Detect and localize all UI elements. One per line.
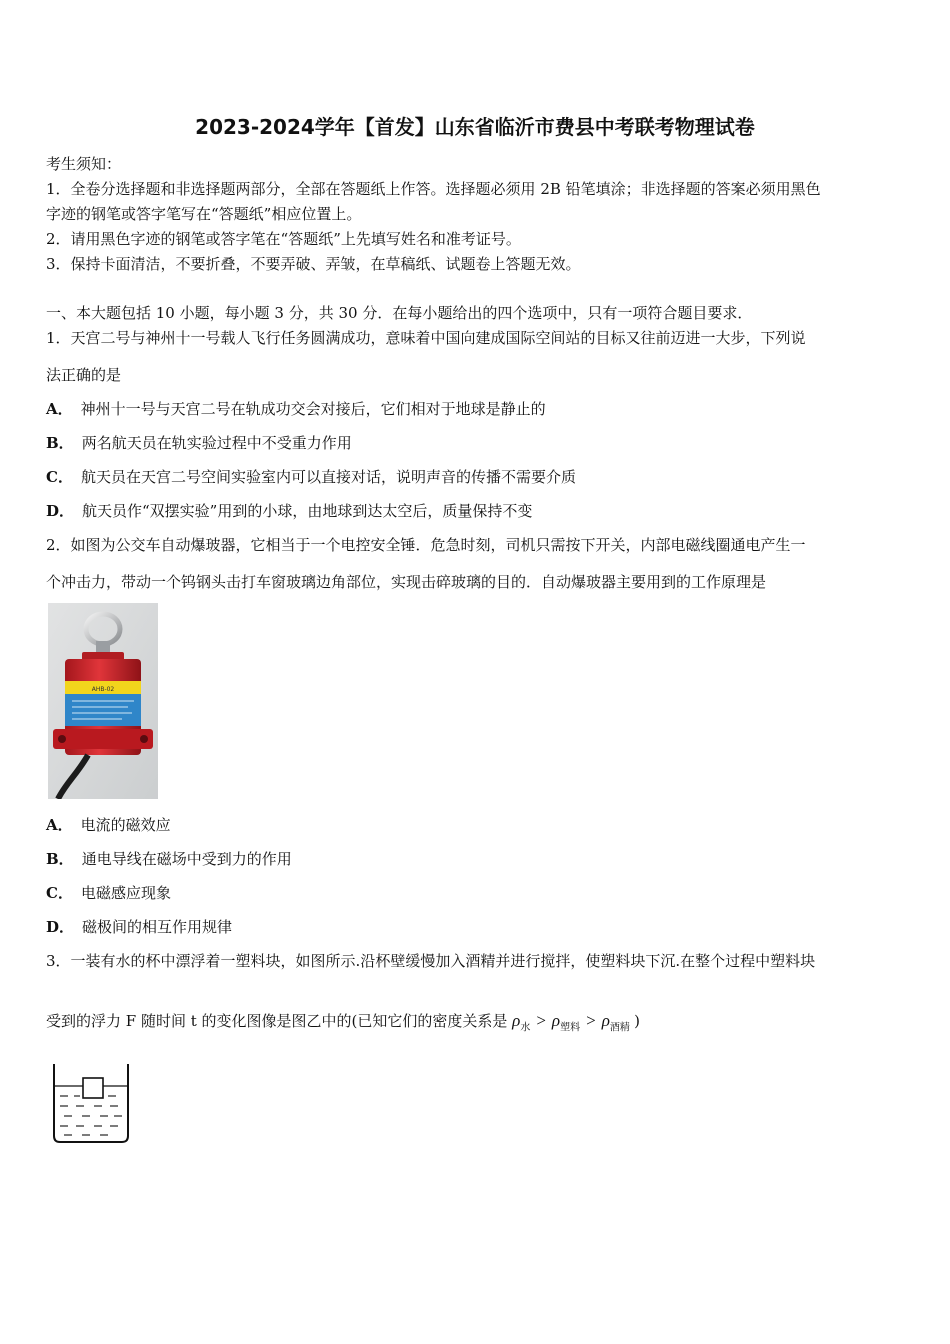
q3-stem-close: )	[634, 1012, 640, 1030]
option-text: 航天员在天宫二号空间实验室内可以直接对话，说明声音的传播不需要介质	[80, 468, 576, 486]
q1-stem: 1．天宫二号与神州十一号载人飞行任务圆满成功，意味着中国向建成国际空间站的目标又往前迈进一大步，下列说	[46, 329, 806, 347]
rho-symbol: ρ	[601, 1011, 610, 1030]
greater-than: >	[536, 1011, 546, 1030]
option-letter: A．	[46, 400, 73, 418]
q2-stem-cont: 个冲击力，带动一个钨钢头击打车窗玻璃边角部位，实现击碎玻璃的目的．自动爆玻器主要用到的工作原理是	[46, 573, 767, 591]
sub-water: 水	[520, 1022, 531, 1034]
option-text: 电磁感应现象	[80, 884, 171, 902]
notice-item-2: 2．请用黑色字迹的钢笔或答字笔在“答题纸”上先填写姓名和准考证号。	[46, 230, 521, 248]
notice-heading: 考生须知：	[46, 155, 122, 173]
q2-option-d	[46, 916, 232, 937]
option-text: 两名航天员在轨实验过程中不受重力作用	[81, 434, 352, 452]
rho-symbol: ρ	[551, 1011, 561, 1030]
notice-item-3: 3．保持卡面清洁，不要折叠，不要弄破、弄皱，在草稿纸、试题卷上答题无效。	[46, 255, 581, 273]
sub-alcohol: 酒精	[609, 1022, 630, 1034]
q2-option-c	[46, 882, 171, 903]
page-title: 2023-2024学年【首发】山东省临沂市费县中考联考物理试卷	[195, 115, 755, 139]
density-relation	[512, 1011, 634, 1034]
q1-option-b	[46, 432, 352, 453]
option-letter: C．	[46, 884, 73, 902]
option-letter: C．	[46, 468, 73, 486]
option-text: 神州十一号与天宫二号在轨成功交会对接后，它们相对于地球是静止的	[80, 400, 546, 418]
option-letter: B．	[46, 850, 74, 868]
q2-option-b	[46, 848, 292, 869]
option-letter: D．	[46, 918, 75, 936]
q2-stem: 2．如图为公交车自动爆玻器，它相当于一个电控安全锤．危急时刻，司机只需按下开关，内部电磁线圈通电产生一	[46, 536, 806, 554]
notice-item-1: 1．全卷分选择题和非选择题两部分，全部在答题纸上作答。选择题必须用 2B 铅笔填涂；非选择题的答案必须用黑色	[46, 180, 821, 198]
option-text: 通电导线在磁场中受到力的作用	[81, 850, 292, 868]
section-heading: 一、本大题包括 10 小题，每小题 3 分，共 30 分．在每小题给出的四个选项中，只有一项符合题目要求．	[46, 304, 753, 322]
q1-option-a	[46, 398, 546, 419]
label-model: AHB-02	[91, 686, 115, 693]
q1-option-d	[46, 500, 532, 521]
q3-stem-text: 受到的浮力 F 随时间 t 的变化图像是图乙中的(已知它们的密度关系是	[46, 1012, 508, 1030]
option-letter: A．	[46, 816, 73, 834]
sub-plastic: 塑料	[560, 1022, 581, 1034]
notice-item-1-cont: 字迹的钢笔或答字笔写在“答题纸”相应位置上。	[46, 205, 362, 223]
option-text: 航天员作“双摆实验”用到的小球，由地球到达太空后，质量保持不变	[82, 502, 533, 520]
q1-stem-cont: 法正确的是	[46, 366, 122, 384]
option-text: 电流的磁效应	[80, 816, 171, 834]
q2-option-a	[46, 814, 171, 835]
option-letter: B．	[46, 434, 74, 452]
q1-option-c	[46, 466, 576, 487]
option-letter: D．	[46, 502, 75, 520]
glass-breaker-photo	[48, 603, 158, 799]
q3-stem-cont	[46, 1010, 640, 1033]
q3-stem: 3．一装有水的杯中漂浮着一塑料块，如图所示.沿杯壁缓慢加入酒精并进行搅拌，使塑料块下沉.在整个过程中塑料块	[46, 952, 816, 970]
option-text: 磁极间的相互作用规律	[82, 918, 233, 936]
beaker-figure	[48, 1060, 134, 1146]
rho-symbol: ρ	[512, 1011, 521, 1030]
greater-than: >	[586, 1011, 596, 1030]
